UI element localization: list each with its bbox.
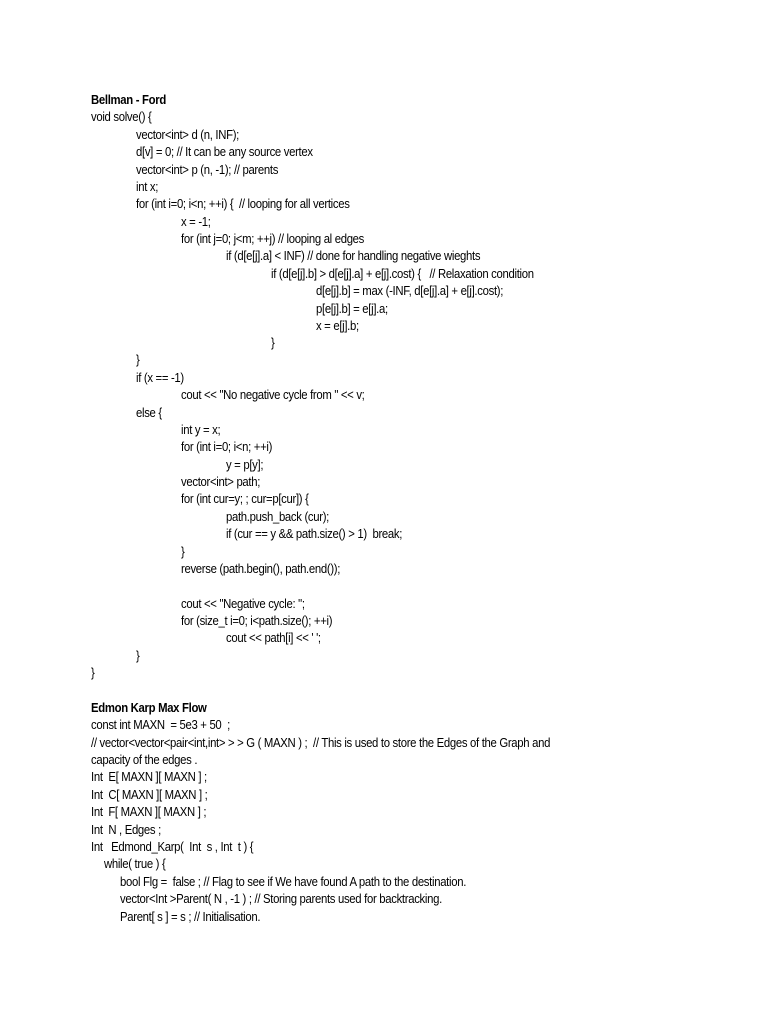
code-line: vector<int> path;: [181, 475, 261, 489]
code-line: for (size_t i=0; i<path.size(); ++i): [181, 614, 333, 628]
code-line: Parent[ s ] = s ; // Initialisation.: [120, 910, 261, 924]
code-line: cout << "Negative cycle: ";: [181, 597, 305, 611]
code-line: Int F[ MAXN ][ MAXN ] ;: [91, 805, 207, 819]
code-line: // vector<vector<pair<int,int> > > G ( MAXN ) ; // This is used to store the Edges of the Graph and: [91, 736, 551, 750]
code-line: y = p[y];: [226, 458, 264, 472]
code-line: int y = x;: [181, 423, 221, 437]
code-line: reverse (path.begin(), path.end());: [181, 562, 341, 576]
code-line: d[v] = 0; // It can be any source vertex: [136, 145, 313, 159]
code-line: bool Flg = false ; // Flag to see if We have found A path to the destination.: [120, 875, 467, 889]
code-line: for (int i=0; i<n; ++i): [181, 440, 273, 454]
code-line: if (x == -1): [136, 371, 184, 385]
code-line: }: [136, 649, 140, 663]
code-line: Int C[ MAXN ][ MAXN ] ;: [91, 788, 208, 802]
code-line: cout << path[i] << ' ';: [226, 631, 321, 645]
code-line: else {: [136, 406, 162, 420]
code-line: vector<int> p (n, -1); // parents: [136, 163, 279, 177]
bellman-ford-title: Bellman - Ford: [91, 93, 166, 107]
code-line: capacity of the edges .: [91, 753, 198, 767]
code-line: void solve() {: [91, 110, 152, 124]
code-line: x = -1;: [181, 215, 211, 229]
code-line: if (cur == y && path.size() > 1) break;: [226, 527, 403, 541]
code-line: }: [181, 545, 185, 559]
code-line: while( true ) {: [104, 857, 166, 871]
code-line: const int MAXN = 5e3 + 50 ;: [91, 718, 230, 732]
code-line: if (d[e[j].a] < INF) // done for handling negative wieghts: [226, 249, 481, 263]
code-line: Int Edmond_Karp( Int s , Int t ) {: [91, 840, 254, 854]
code-line: }: [271, 336, 275, 350]
code-line: if (d[e[j].b] > d[e[j].a] + e[j].cost) { // Relaxation condition: [271, 267, 534, 281]
code-line: for (int cur=y; ; cur=p[cur]) {: [181, 492, 309, 506]
code-line: path.push_back (cur);: [226, 510, 330, 524]
code-line: for (int i=0; i<n; ++i) { // looping for all vertices: [136, 197, 350, 211]
code-line: vector<Int >Parent( N , -1 ) ; // Storing parents used for backtracking.: [120, 892, 442, 906]
code-line: }: [136, 353, 140, 367]
code-line: int x;: [136, 180, 159, 194]
code-line: p[e[j].b] = e[j].a;: [316, 302, 388, 316]
code-line: }: [91, 666, 95, 680]
code-line: cout << "No negative cycle from " << v;: [181, 388, 365, 402]
code-line: Int N , Edges ;: [91, 823, 161, 837]
code-line: for (int j=0; j<m; ++j) // looping al edges: [181, 232, 365, 246]
code-line: Int E[ MAXN ][ MAXN ] ;: [91, 770, 207, 784]
code-line: x = e[j].b;: [316, 319, 359, 333]
edmond-karp-title: Edmon Karp Max Flow: [91, 701, 207, 715]
code-line: d[e[j].b] = max (-INF, d[e[j].a] + e[j].cost);: [316, 284, 504, 298]
code-line: vector<int> d (n, INF);: [136, 128, 239, 142]
